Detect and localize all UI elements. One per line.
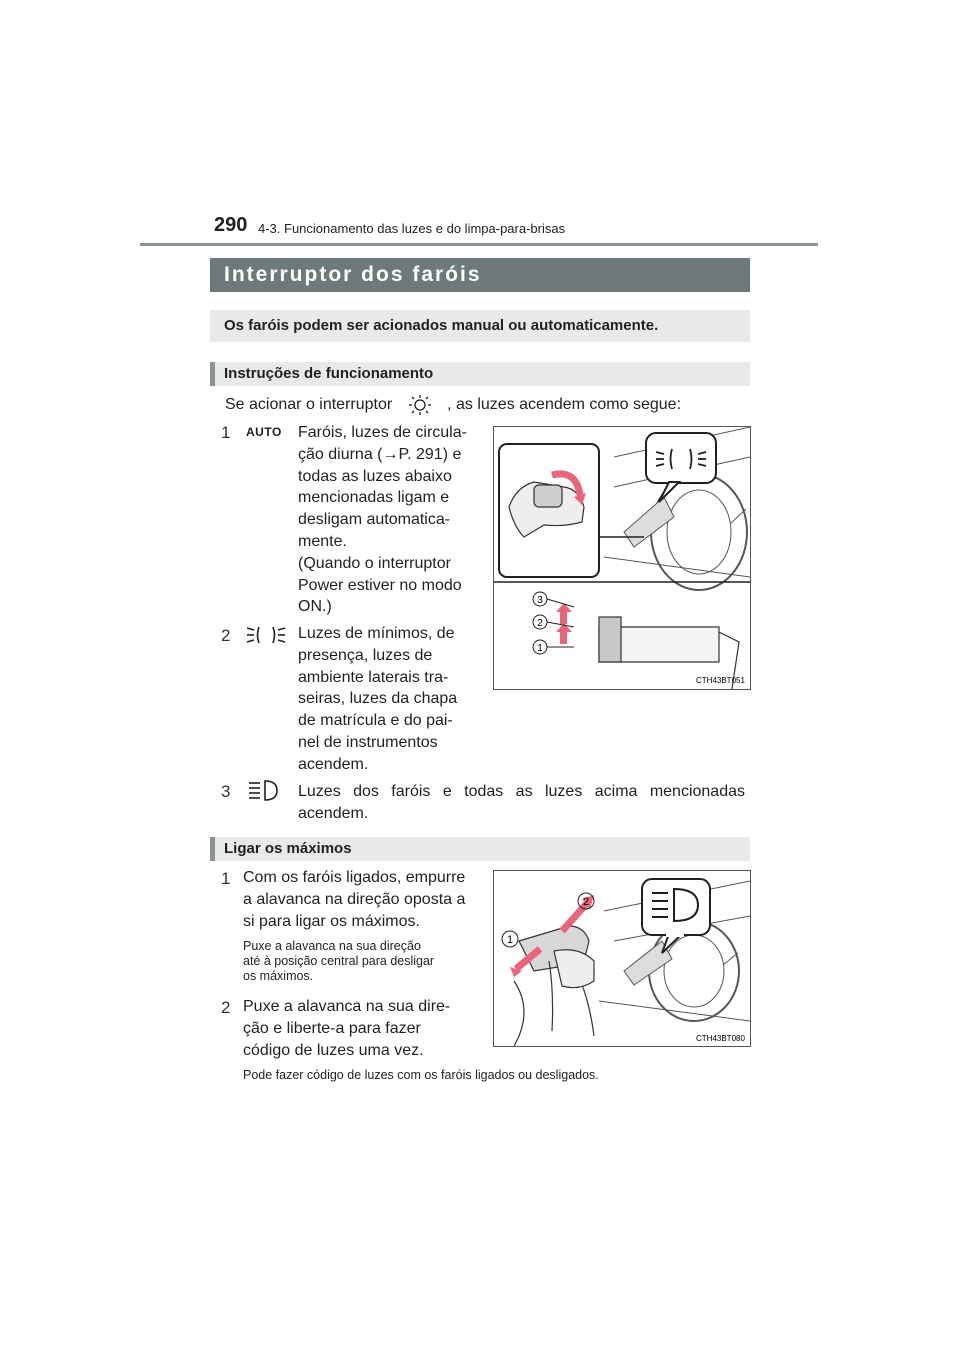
text-line: Power estiver no modo [298,576,462,594]
figure-code: CTH43BT080 [696,1034,745,1043]
text-line: acendem. [298,755,369,773]
section-heading-operation: Instruções de funcionamento [210,362,750,386]
intro-box: Os faróis podem ser acionados manual ou automaticamente. [210,310,750,342]
section-heading-high-beams: Ligar os máximos [210,837,750,861]
text-line: presença, luzes de [298,646,433,664]
page-title: Interruptor dos faróis [210,258,750,292]
text-line: a alavanca na direção oposta a [243,890,466,908]
text-line: todas as luzes abaixo [298,467,452,485]
text-line: código de luzes uma vez. [243,1041,424,1059]
figure-high-beams [493,870,751,1047]
callout-1: 1 [506,934,514,946]
header-rule [140,243,818,246]
side-lights-icon [246,623,286,652]
text-line: Faróis, luzes de circula- [298,424,467,441]
text-line: Luzes dos faróis e todas as luzes acima mencionadas [298,783,745,800]
text-line: seiras, luzes da chapa [298,690,458,708]
text-line: ção e liberte-a para fazer [243,1019,421,1037]
callout-3: 3 [537,595,543,606]
text-line: Puxe a alavanca na sua direção [243,939,421,953]
callout-2: 2 [582,896,590,908]
light-switch-icon [397,394,443,416]
callout-1: 1 [537,643,543,654]
high-beam-step-1 [243,867,479,932]
figure-code: CTH43BT051 [696,676,745,685]
text-line: de matrícula e do pai- [298,712,453,730]
item-number: 3 [221,782,231,801]
headlights-icon [248,778,278,809]
text-line: Com os faróis ligados, empurre [243,869,466,886]
text-line: ambiente laterais tra- [298,668,449,686]
text-line: Puxe a alavanca na sua dire- [243,998,451,1015]
text-line: acendem. [298,804,369,822]
figure-light-switch [493,426,751,690]
item-number: 2 [221,998,231,1017]
lead-text-before: Se acionar o interruptor [225,396,393,414]
item-auto-description [298,422,479,618]
high-beam-step-2 [243,996,479,1061]
text-line: desligam automatica- [298,511,451,529]
text-line: ON.) [298,598,332,616]
auto-label: AUTO [246,425,282,439]
lead-sentence [225,394,745,416]
chapter-title: 4-3. Funcionamento das luzes e do limpa-para-brisas [258,221,566,236]
text-line: si para ligar os máximos. [243,912,420,930]
page-number: 290 [214,214,248,236]
text-line: os máximos. [243,969,314,983]
text-line: mente. [298,532,347,550]
text-line: nel de instrumentos [298,733,438,751]
item-headlights-description [298,781,745,825]
lead-text-after: , as luzes acendem como segue: [447,396,682,414]
flash-footnote: Pode fazer código de luzes com os faróis ligados ou desligados. [243,1068,599,1082]
text-line: mencionadas ligam e [298,489,450,507]
item-number: 1 [221,423,231,442]
text-line: (Quando o interruptor [298,554,451,572]
text-line: até à posição central para desligar [243,954,435,968]
text-line: Luzes de mínimos, de [298,625,455,642]
item-number: 1 [221,869,231,888]
high-beam-note [243,939,479,984]
item-number: 2 [221,626,231,645]
text-line: ção diurna (→P. 291) e [298,445,462,463]
item-side-lights-description [298,623,479,776]
callout-2: 2 [537,618,543,629]
